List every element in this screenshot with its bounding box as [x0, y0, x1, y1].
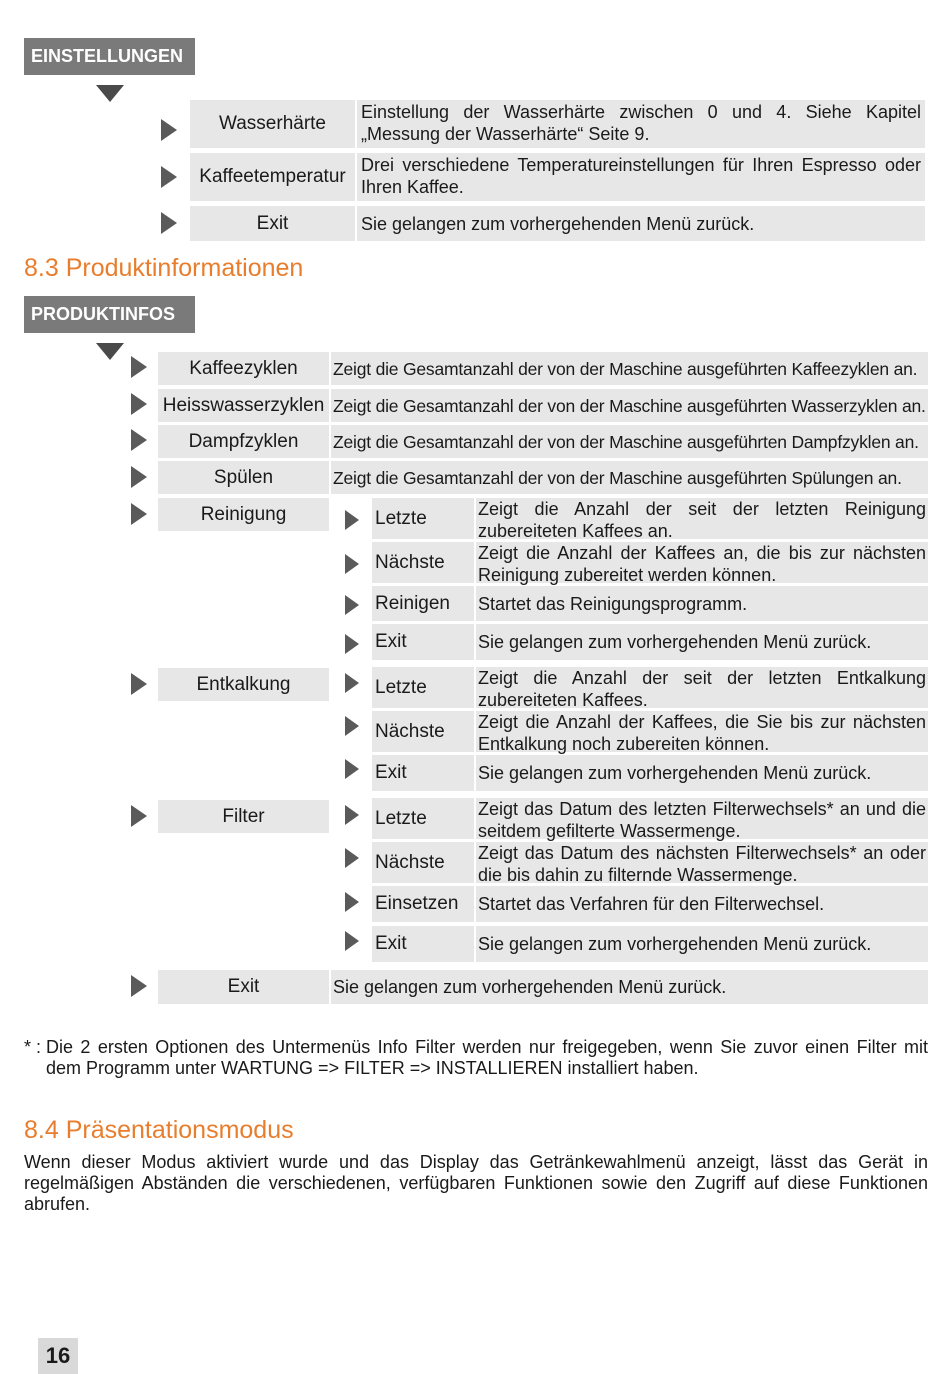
- arrow-right-icon: [345, 931, 359, 951]
- section-title-8-3: 8.3 Produktinformationen: [24, 254, 304, 282]
- info-label-exit: Exit: [158, 970, 329, 1004]
- info-label-filter: Filter: [158, 800, 329, 833]
- expand-down-icon: [96, 85, 124, 102]
- filter-sub-label-naechste: Nächste: [372, 842, 474, 883]
- expand-down-icon: [96, 343, 124, 360]
- filter-sub-desc-naechste: Zeigt das Datum des nächsten Filterwechsels* an oder die bis dahin zu filternde Wassermenge.: [478, 843, 926, 885]
- entkalkung-sub-desc-exit: Sie gelangen zum vorhergehenden Menü zurück.: [476, 755, 928, 791]
- settings-desc-kaffeetemperatur: Drei verschiedene Temperatureinstellungen für Ihren Espresso oder Ihren Kaffee.: [357, 153, 925, 201]
- info-label-spuelen: Spülen: [158, 461, 329, 494]
- arrow-right-icon: [345, 848, 359, 868]
- arrow-right-icon: [131, 393, 147, 415]
- settings-label-exit: Exit: [190, 206, 355, 241]
- arrow-right-icon: [345, 634, 359, 654]
- info-desc-exit: Sie gelangen zum vorhergehenden Menü zurück.: [331, 970, 928, 1004]
- arrow-right-icon: [345, 759, 359, 779]
- filter-sub-desc-einsetzen: Startet das Verfahren für den Filterwechsel.: [476, 886, 928, 922]
- arrow-right-icon: [345, 554, 359, 574]
- arrow-right-icon: [345, 510, 359, 530]
- filter-sub-desc-letzte: Zeigt das Datum des letzten Filterwechsels* an und die seitdem gefilterte Wassermenge.: [478, 799, 926, 841]
- section-8-4-text: Wenn dieser Modus aktiviert wurde und das Display das Getränkewahlmenü anzeigt, lässt das Gerät in regelmäßigen Abständen die verschiedenen, verfügbaren Funktionen sowie den Zugriff auf diese Funktionen abrufen.: [24, 1152, 928, 1214]
- footnote-text: Die 2 ersten Optionen des Untermenüs Info Filter werden nur freigegeben, wenn Sie zuvor einen Filter mit dem Programm unter WARTUNG => FILTER => INSTALLIEREN installiert haben.: [46, 1037, 928, 1078]
- entkalkung-sub-label-letzte: Letzte: [372, 667, 474, 708]
- settings-label-kaffeetemperatur: Kaffeetemperatur: [190, 153, 355, 201]
- entkalkung-sub-label-naechste: Nächste: [372, 711, 474, 752]
- reinigung-sub-desc-naechste: Zeigt die Anzahl der Kaffees an, die bis zur nächsten Reinigung zubereitet werden können.: [478, 543, 926, 585]
- arrow-right-icon: [131, 975, 147, 997]
- settings-label-wasserhaerte: Wasserhärte: [190, 100, 355, 148]
- reinigung-sub-label-exit: Exit: [372, 624, 474, 660]
- arrow-right-icon: [345, 595, 359, 615]
- reinigung-sub-label-naechste: Nächste: [372, 542, 474, 583]
- entkalkung-sub-desc-naechste: Zeigt die Anzahl der Kaffees, die Sie bis zur nächsten Entkalkung noch zubereiten können.: [478, 712, 926, 754]
- filter-sub-label-letzte: Letzte: [372, 798, 474, 839]
- settings-header: EINSTELLUNGEN: [24, 38, 195, 75]
- section-title-8-4: 8.4 Präsentationsmodus: [24, 1116, 294, 1144]
- info-label-entkalkung: Entkalkung: [158, 668, 329, 701]
- reinigung-sub-desc-reinigen: Startet das Reinigungsprogramm.: [476, 586, 928, 621]
- info-desc-kaffeezyklen: Zeigt die Gesamtanzahl der von der Maschine ausgeführten Kaffeezyklen an.: [331, 352, 928, 385]
- arrow-right-icon: [131, 466, 147, 488]
- arrow-right-icon: [345, 673, 359, 693]
- produktinfos-header: PRODUKTINFOS: [24, 296, 195, 333]
- entkalkung-sub-desc-letzte: Zeigt die Anzahl der seit der letzten Entkalkung zubereiteten Kaffees.: [478, 668, 926, 710]
- info-label-kaffeezyklen: Kaffeezyklen: [158, 352, 329, 385]
- arrow-right-icon: [131, 356, 147, 378]
- arrow-right-icon: [131, 673, 147, 695]
- arrow-right-icon: [161, 119, 177, 141]
- arrow-right-icon: [161, 166, 177, 188]
- arrow-right-icon: [345, 892, 359, 912]
- info-label-dampfzyklen: Dampfzyklen: [158, 425, 329, 458]
- arrow-right-icon: [345, 716, 359, 736]
- reinigung-sub-desc-letzte: Zeigt die Anzahl der seit der letzten Reinigung zubereiteten Kaffees an.: [478, 499, 926, 541]
- arrow-right-icon: [345, 805, 359, 825]
- filter-sub-desc-exit: Sie gelangen zum vorhergehenden Menü zurück.: [476, 926, 928, 962]
- footnote-mark: * :: [24, 1037, 42, 1057]
- info-label-reinigung: Reinigung: [158, 498, 329, 531]
- settings-desc-exit: Sie gelangen zum vorhergehenden Menü zurück.: [357, 206, 925, 241]
- info-desc-dampfzyklen: Zeigt die Gesamtanzahl der von der Maschine ausgeführten Dampfzyklen an.: [331, 425, 928, 458]
- filter-sub-label-exit: Exit: [372, 926, 474, 962]
- arrow-right-icon: [131, 503, 147, 525]
- settings-desc-wasserhaerte: Einstellung der Wasserhärte zwischen 0 und 4. Siehe Kapitel „Messung der Wasserhärte“ Seite 9.: [357, 100, 925, 148]
- arrow-right-icon: [131, 805, 147, 827]
- info-label-heisswasserzyklen: Heisswasserzyklen: [158, 389, 329, 422]
- arrow-right-icon: [131, 429, 147, 451]
- info-desc-heisswasserzyklen: Zeigt die Gesamtanzahl der von der Maschine ausgeführten Wasserzyklen an.: [331, 389, 928, 422]
- entkalkung-sub-label-exit: Exit: [372, 755, 474, 791]
- info-desc-spuelen: Zeigt die Gesamtanzahl der von der Maschine ausgeführten Spülungen an.: [331, 461, 928, 494]
- page-number: 16: [38, 1338, 78, 1374]
- reinigung-sub-label-letzte: Letzte: [372, 498, 474, 539]
- reinigung-sub-label-reinigen: Reinigen: [372, 586, 474, 621]
- filter-sub-label-einsetzen: Einsetzen: [372, 886, 474, 922]
- reinigung-sub-desc-exit: Sie gelangen zum vorhergehenden Menü zurück.: [476, 624, 928, 660]
- arrow-right-icon: [161, 212, 177, 234]
